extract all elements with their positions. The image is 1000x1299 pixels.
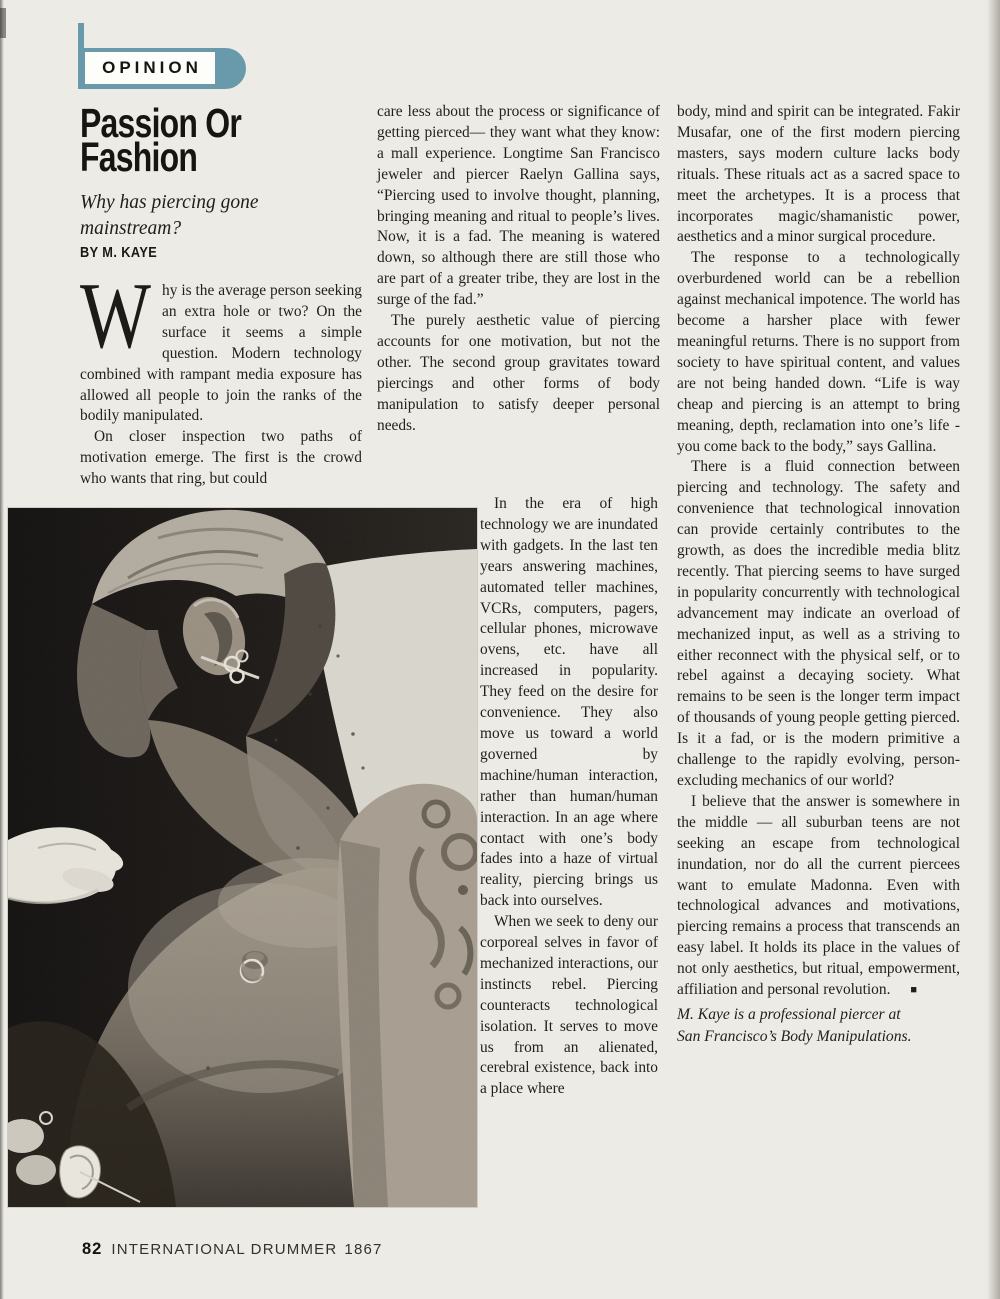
pierced-man-photo-illustration bbox=[8, 508, 477, 1207]
column-3 bbox=[677, 102, 960, 1048]
badge-label-box bbox=[85, 52, 215, 84]
paragraph: body, mind and spirit can be integrated. Fakir Musafar, one of the first modern piercing masters, says modern culture lacks body rituals. These rituals act as a sacred space to meet the archetypes. It is a process that incorporates magic/shamanistic power, aesthetics and a minor surgical procedure. bbox=[677, 103, 960, 246]
article-subtitle: Why has piercing gone mainstream? bbox=[80, 192, 259, 239]
drop-cap: W bbox=[80, 264, 151, 368]
film-grain bbox=[8, 508, 477, 1207]
paragraph: There is a fluid connection between piercing and technology. The safety and convenience that technological innovation can provide certainly contributes to the growth, as does the incredible media blitz recently. That piercing seems to have surged in popularity concurrently with technological advancement may indicate an overload of mechanized input, as well as a striving to either reconnect with the physical self, or to rebel against a decaying society. What remains to be seen is the longer term impact of thousands of young people getting pierced. Is it a fad, or is the modern primitive a challenge to the rapidly evolving, person-excluding mechanics of our world? bbox=[677, 458, 960, 789]
magazine-name: INTERNATIONAL DRUMMER bbox=[111, 1241, 338, 1258]
scan-edge-right bbox=[987, 0, 1000, 1299]
paragraph: In the era of high technology we are inundated with gadgets. In the last ten years answering machines, automated teller machines, VCRs, computers, pagers, cellular phones, microwave ovens, etc. have all increased in popularity. They feed on the desire for convenience. They also move us toward a world governed by machine/human interaction, rather than human/human interaction. In an age where contact with one’s body fades into a haze of virtual reality, piercing brings us back into ourselves. bbox=[480, 495, 658, 910]
paragraph: W hy is the average person seeking an extra hole or two? On the surface it seems a simple question. Modern technology combined with rampant media exposure has allowed all people to join the ranks of the bodily manipulated. bbox=[80, 264, 362, 425]
page-footer bbox=[82, 1240, 383, 1259]
paragraph: When we seek to deny our corporeal selves in favor of mechanized interactions, our instincts rebel. Piercing counteracts technological isolation. It serves to move us from an alienated, cerebral existence, back into a place where bbox=[480, 913, 658, 1098]
paragraph: On closer inspection two paths of motivation emerge. The first is the crowd who wants that ring, but could bbox=[80, 428, 362, 488]
headline-line2: Fashion bbox=[80, 134, 198, 180]
paragraph: The response to a technologically overburdened world can be a rebellion against mechanical impotence. The world has become a harsher place with fewer meaningful returns. There is no support from society to have spiritual content, and values are not being handed down. “Life is way cheap and piercing is an attempt to bring meaning, depth, reclamation into one’s life - you come back to the body,” says Gallina. bbox=[677, 249, 960, 455]
paragraph: care less about the process or significance of getting pierced— they want what they know: a mall experience. Longtime San Francisco jeweler and piercer Raelyn Gallina says, “Piercing used to involve thought, planning, bringing meaning and ritual to people’s lives. Now, it is a fad. The meaning is watered down, so although there are still those who are part of a greater tribe, they are lost in the surge of the fad.” bbox=[377, 103, 660, 309]
paragraph: The purely aesthetic value of piercing accounts for one motivation, but not the other. The second group gravitates toward piercings and other forms of body manipulation to satisfy deeper personal needs. bbox=[377, 312, 660, 434]
end-of-article-mark: ■ bbox=[910, 984, 918, 997]
column-2-narrow bbox=[480, 494, 658, 1100]
paragraph: I believe that the answer is somewhere in the middle — all suburban teens are not seeking an escape from technological inundation, nor do all the current piercees want to emulate Madonna. Even with technological advances and motivations, piercing remains a process that transcends an easy label. It holds its place in the values of not only aesthetics, but ritual, empowerment, affiliation and personal revolution. ■ bbox=[677, 792, 960, 1001]
headline-line1: Passion Or bbox=[80, 100, 242, 146]
column-2-top bbox=[377, 102, 660, 437]
article-headline bbox=[80, 100, 286, 180]
scan-blotch bbox=[0, 8, 6, 38]
column-1 bbox=[80, 264, 362, 490]
author-bio: M. Kaye is a professional piercer at San Francisco’s Body Manipulations. bbox=[677, 1005, 912, 1045]
section-label: OPINION bbox=[102, 58, 202, 77]
scan-edge-left bbox=[0, 0, 4, 1299]
article-byline: BY M. KAYE bbox=[80, 244, 158, 261]
article-photo bbox=[8, 508, 477, 1207]
page-number: 82 bbox=[82, 1240, 103, 1258]
magazine-year: 1867 bbox=[344, 1241, 383, 1258]
